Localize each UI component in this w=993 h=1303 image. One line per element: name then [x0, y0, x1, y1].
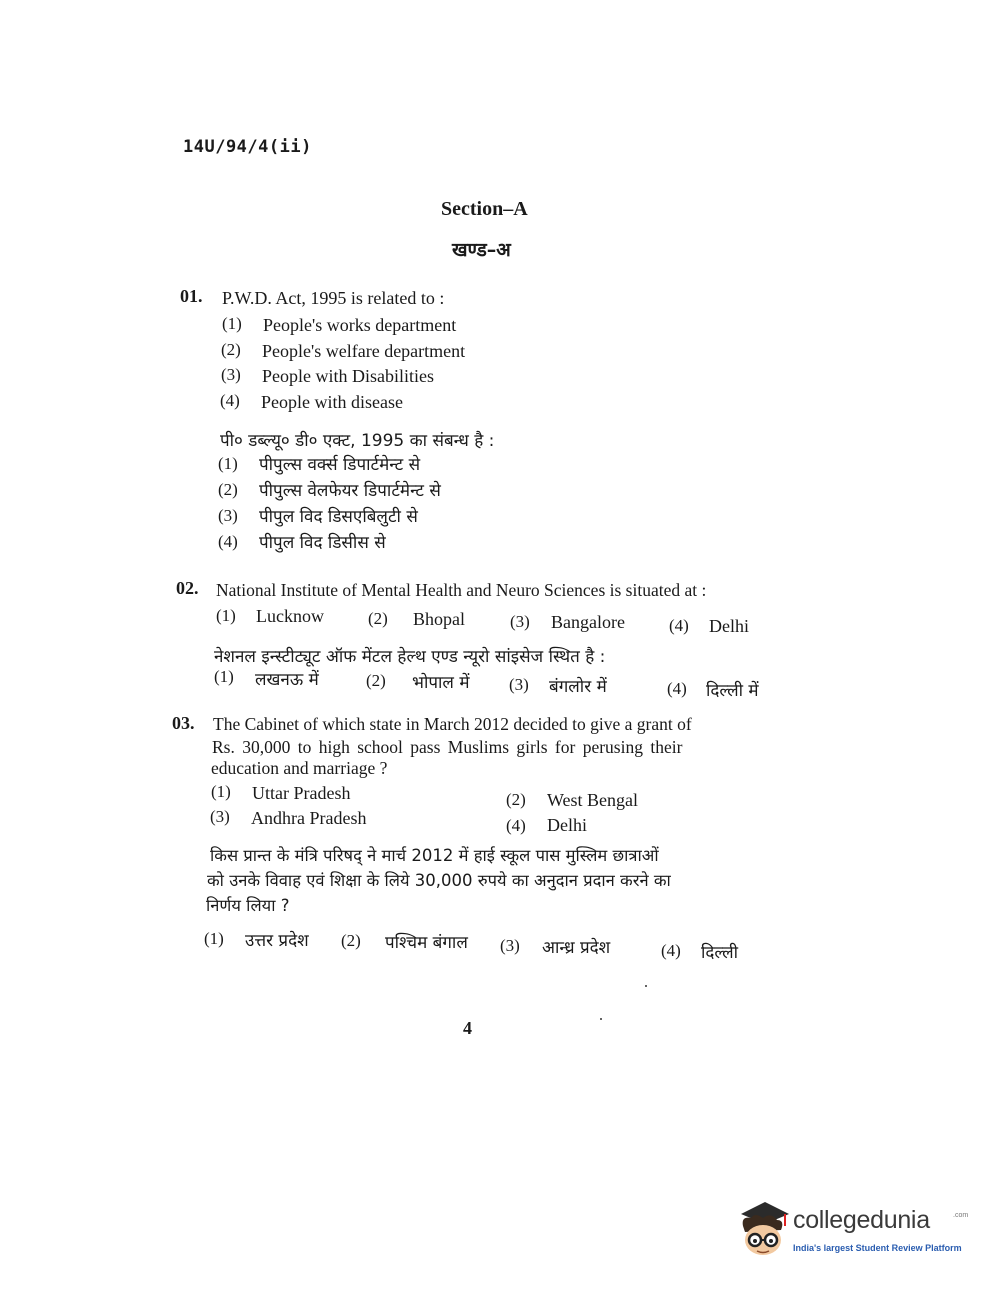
- question-text: National Institute of Mental Health and Neuro Sciences is situated at :: [216, 580, 707, 600]
- document-code: 14U/94/4(ii): [183, 137, 312, 157]
- section-title: Section–A: [441, 198, 528, 220]
- option-text: Uttar Pradesh: [252, 783, 351, 803]
- page-number: 4: [463, 1018, 472, 1038]
- option-text: People with Disabilities: [262, 366, 434, 386]
- option-text-hindi: पीपुल्स वेलफेयर डिपार्टमेन्ट से: [259, 481, 441, 501]
- option-number: (3): [210, 807, 230, 826]
- logo-suffix: .com: [953, 1212, 969, 1219]
- option-text: Bhopal: [413, 609, 465, 629]
- option-text: Delhi: [709, 616, 749, 636]
- option-text-hindi: आन्ध्र प्रदेश: [542, 938, 611, 958]
- option-number: (2): [218, 480, 238, 499]
- question-number: 03.: [172, 713, 195, 733]
- option-number: (2): [341, 931, 361, 950]
- option-text-hindi: बंगलोर में: [549, 677, 607, 697]
- section-title-hindi: खण्ड–अ: [452, 239, 511, 261]
- question-text-line: education and marriage ?: [211, 758, 388, 778]
- option-text: Lucknow: [256, 606, 324, 626]
- option-text: People's works department: [263, 315, 457, 335]
- question-number: 02.: [176, 578, 199, 598]
- logo-tagline: India's largest Student Review Platform: [793, 1243, 962, 1253]
- question-text-hindi-line: को उनके विवाह एवं शिक्षा के लिये 30,000 रुपये का अनुदान प्रदान करने का: [207, 871, 671, 890]
- question-text: P.W.D. Act, 1995 is related to :: [222, 288, 445, 308]
- option-number: (4): [218, 532, 238, 551]
- question-text-line: The Cabinet of which state in March 2012 decided to give a grant of: [213, 714, 692, 734]
- scan-speck: [645, 985, 647, 987]
- option-number: (1): [222, 314, 242, 333]
- option-text-hindi: दिल्ली में: [706, 681, 759, 701]
- option-number: (4): [506, 816, 526, 835]
- option-number: (4): [669, 616, 689, 635]
- option-number: (2): [506, 790, 526, 809]
- option-number: (1): [211, 782, 231, 801]
- option-text-hindi: पीपुल विद डिसएबिलुटी से: [259, 507, 418, 527]
- logo-wordmark: collegedunia: [793, 1206, 930, 1234]
- question-text-line: Rs. 30,000 to high school pass Muslims girls for perusing their: [212, 737, 683, 757]
- option-number: (4): [220, 391, 240, 410]
- option-text-hindi: भोपाल में: [412, 673, 470, 693]
- option-number: (2): [221, 340, 241, 359]
- option-number: (3): [221, 365, 241, 384]
- option-number: (1): [204, 929, 224, 948]
- option-text: Andhra Pradesh: [251, 808, 367, 828]
- question-text-hindi: पी० डब्ल्यू० डी० एक्ट, 1995 का संबन्ध है :: [220, 431, 495, 451]
- option-number: (3): [500, 936, 520, 955]
- question-text-hindi-line: निर्णय लिया ?: [206, 896, 290, 915]
- option-text-hindi: पीपुल्स वर्क्स डिपार्टमेन्ट से: [259, 455, 421, 475]
- option-number: (1): [216, 606, 236, 625]
- question-text-hindi: नेशनल इन्स्टीट्यूट ऑफ मेंटल हेल्थ एण्ड न्यूरो सांइसेज स्थित है :: [214, 647, 606, 667]
- option-text: Delhi: [547, 815, 587, 835]
- collegedunia-logo: [735, 1196, 969, 1260]
- question-text-hindi-line: किस प्रान्त के मंत्रि परिषद् ने मार्च 2012 में हाई स्कूल पास मुस्लिम छात्राओं: [210, 846, 659, 865]
- option-number: (4): [667, 679, 687, 698]
- option-number: (2): [366, 671, 386, 690]
- option-text-hindi: दिल्ली: [701, 943, 739, 963]
- option-number: (3): [509, 675, 529, 694]
- option-number: (3): [510, 612, 530, 631]
- option-text: People's welfare department: [262, 341, 466, 361]
- option-number: (3): [218, 506, 238, 525]
- option-number: (1): [218, 454, 238, 473]
- option-text: West Bengal: [547, 790, 639, 810]
- question-number: 01.: [180, 286, 203, 306]
- option-text-hindi: पश्चिम बंगाल: [385, 933, 468, 953]
- option-number: (4): [661, 941, 681, 960]
- option-text-hindi: उत्तर प्रदेश: [245, 931, 309, 951]
- mascot-icon: [735, 1196, 791, 1260]
- scan-speck: [600, 1018, 602, 1020]
- option-text: People with disease: [261, 392, 403, 412]
- option-text: Bangalore: [551, 612, 625, 632]
- option-number: (1): [214, 667, 234, 686]
- option-text-hindi: पीपुल विद डिसीस से: [259, 533, 386, 553]
- option-number: (2): [368, 609, 388, 628]
- option-text-hindi: लखनऊ में: [255, 670, 319, 690]
